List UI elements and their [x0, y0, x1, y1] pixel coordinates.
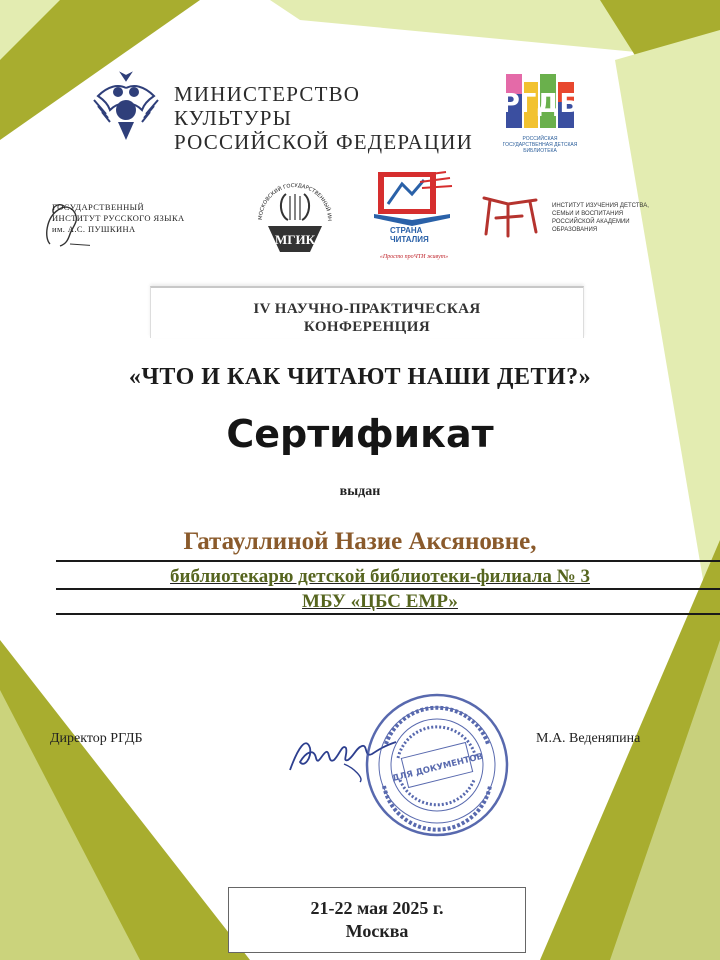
event-dates: 21-22 мая 2025 г.	[310, 898, 444, 918]
recipient-position-line-1: библиотекарю детской библиотеки-филиала № 3	[170, 566, 590, 587]
mgik-logo	[248, 176, 342, 260]
institute-line-1: ИНСТИТУТ ИЗУЧЕНИЯ ДЕТСТВА,	[552, 203, 649, 209]
pushkin-line-2: ИНСТИТУТ РУССКОГО ЯЗЫКА	[52, 213, 185, 223]
ministry-name	[174, 82, 478, 154]
rgdb-logo-text: РГДБ	[500, 89, 580, 119]
mgik-arc-text: МОСКОВСКИЙ ГОСУДАРСТВЕННЫЙ ИН	[257, 182, 333, 222]
ministry-line-1: МИНИСТЕРСТВО КУЛЬТУРЫ	[174, 82, 361, 130]
mgik-emblem-icon	[248, 176, 342, 260]
rgdb-caption: РОССИЙСКАЯ ГОСУДАРСТВЕННАЯ ДЕТСКАЯ БИБЛИОТЕКА	[502, 136, 578, 154]
official-stamp	[362, 690, 512, 840]
recipient-position-line-2: МБУ «ЦБС ЕМР»	[302, 591, 458, 612]
childhood-institute-logo	[478, 186, 668, 246]
strana-line-1: СТРАНА	[390, 226, 423, 235]
underline-2	[56, 588, 720, 590]
pushkin-institute-logo	[40, 198, 220, 250]
chair-icon	[478, 190, 544, 240]
ministry-line-2: РОССИЙСКОЙ ФЕДЕРАЦИИ	[174, 130, 473, 154]
strana-name	[390, 226, 429, 244]
institute-line-4: ОБРАЗОВАНИЯ	[552, 227, 598, 233]
underline-1	[56, 560, 720, 562]
event-city: Москва	[345, 921, 409, 941]
institute-line-3: РОССИЙСКОЙ АКАДЕМИИ	[552, 219, 630, 225]
pushkin-line-3: им. А.С. ПУШКИНА	[52, 224, 136, 234]
strana-book-icon	[372, 168, 456, 228]
institute-line-2: СЕМЬИ И ВОСПИТАНИЯ	[552, 211, 624, 217]
conference-title: «ЧТО И КАК ЧИТАЮТ НАШИ ДЕТИ?»	[128, 364, 592, 390]
rgdb-logo	[500, 68, 580, 158]
stamp-text: ДЛЯ ДОКУМЕНТОВ	[391, 751, 485, 785]
recipient-name: Гатауллиной Назие Аксяновне,	[183, 528, 537, 555]
strana-chitaliya-logo	[372, 168, 456, 264]
director-name: М.А. Веденяпина	[536, 731, 641, 746]
mgik-abbr: МГИК	[274, 232, 316, 247]
director-label: Директор РГДБ	[50, 731, 143, 746]
issued-label: выдан	[339, 484, 381, 499]
conference-banner	[150, 286, 584, 338]
coat-of-arms-icon	[88, 70, 164, 146]
conference-line-1: IV НАУЧНО-ПРАКТИЧЕСКАЯ	[253, 301, 481, 317]
certificate-heading: Сертификат	[226, 412, 494, 456]
partner-logos	[0, 168, 720, 268]
conference-line-2: КОНФЕРЕНЦИЯ	[303, 319, 431, 335]
pushkin-text	[52, 202, 185, 235]
ministry-header	[88, 70, 478, 154]
strana-slogan: «Просто проЧТИ живут»	[379, 254, 449, 260]
underline-3	[56, 613, 720, 615]
date-location-box	[228, 887, 526, 953]
institute-text	[552, 202, 649, 234]
strana-line-2: ЧИТАЛИЯ	[390, 235, 429, 244]
rgdb-logo-icon	[500, 68, 580, 136]
pushkin-line-1: ГОСУДАРСТВЕННЫЙ	[52, 202, 144, 212]
